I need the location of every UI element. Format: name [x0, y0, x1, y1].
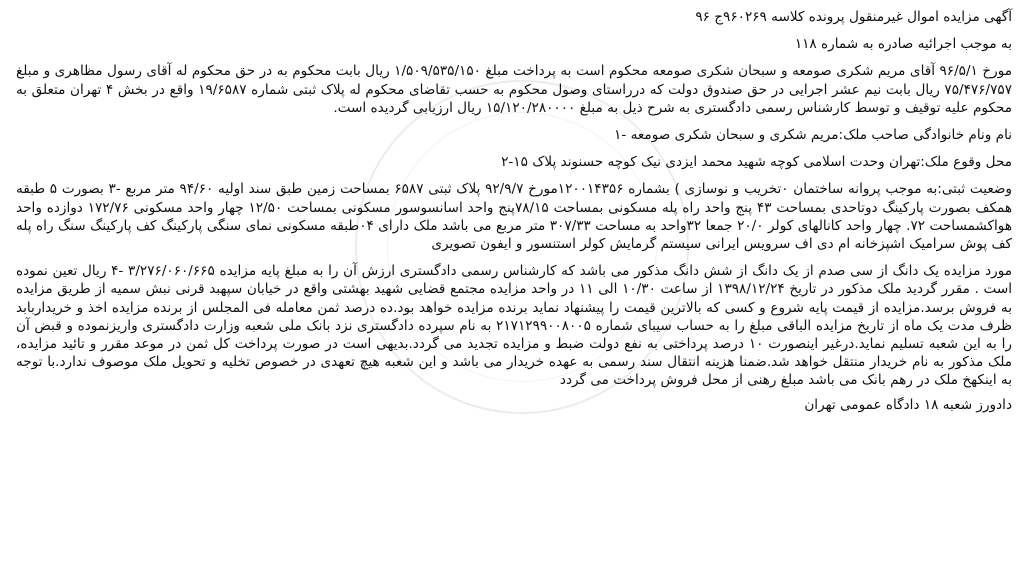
location-line: محل وقوع ملک:تهران وحدت اسلامی کوچه شهید محمد ایزدی نیک کوچه حسنوند پلاک ۱۵-۲	[501, 154, 1012, 171]
auction-terms-paragraph: مورد مزایده یک دانگ از سی صدم از یک دانگ از شش دانگ مذکور می باشد که کارشناس رسمی دادگستری ارزش آن را به مبلغ پایه مزایده ۳/۲۷۶/۰۶۰/۶۶۵ -۴ ریال تعین نموده است . مقرر گردید ملک مذکور در تاریخ ۱۳۹۸/۱۲/۲۴ از ساعت ۱۰/۳۰ الی ۱۱ در واحد مزایده مجتمع قضایی شهید بهشتی واقع در خیابان سپهبد قرنی نبش سمیه از طریق مزایده به فروش برسد.مزایده از قیمت پایه شروع و کسی که بالاترین قیمت را پیشنهاد نماید برنده مزایده خواهد بود.ده درصد ثمن معامله فی المجلس از برنده مزایده اخذ و خریداربابد ظرف مدت یک ماه از تاریخ مزایده الباقی مبلغ را به حساب سیبای شماره ۲۱۷۱۲۹۹۰۰۸۰۰۵ به نام سپرده دادگستری نزد بانک ملی شعبه وزارت دادگستری واریزنموده و قبض آن را به این شعبه تسلیم نماید.درغیر اینصورت ۱۰ درصد پرداختی به نفع دولت ضبط و مزایده تجدید می گردد.بدیهی است در صورت پرداخت کل ثمن در موعد مقرر و تائید مزایده، ملک مذکور به نام خریدار منتقل خواهد شد.ضمنا هزینه انتقال سند رسمی به عهده خریدار می باشد و این شعبه هیچ تعهدی در خصوص تخلیه و تحویل ملک موصوف ندارد.با توجه به اینکهخ ملک در رهم بانک می باشد مبلغ رهنی از محل فروش پرداخت می گردد	[16, 263, 1012, 389]
owner-line: نام ونام خانوادگی صاحب ملک:مریم شکری و سبحان شکری صومعه -۱	[614, 127, 1012, 144]
notice-subtitle: به موجب اجرائیه صادره به شماره ۱۱۸	[794, 36, 1012, 53]
notice-paragraph-judgment: مورخ ۹۶/۵/۱ آقای مریم شکری صومعه و سبحان شکری صومعه محکوم است به پرداخت مبلغ ۱/۵۰۹/۵۳۵/۱۵۰ ریال بابت محکوم به در حق محکوم له آقای رسول مظاهری و مبلغ ۷۵/۴۷۶/۷۵۷ ریال بابت نیم عشر اجرایی در حق صندوق دولت که درراستای وصول محکوم به حسب تقاضای محکوم له پلاک ثبتی شماره ۱۹/۶۵۸۷ واقع در بخش ۴ تهران متعلق به محکوم علیه توقیف و توسط کارشناس رسمی دادگستری به شرح ذیل به مبلغ ۱۵/۱۲۰/۲۸۰۰۰۰ ریال ارزیابی گردیده است.	[16, 63, 1012, 116]
signature-line: دادورز شعبه ۱۸ دادگاه عمومی تهران	[804, 396, 1012, 413]
notice-title: آگهی مزایده اموال غیرمنقول پرونده کلاسه ۹۶۰۲۶۹ج ۹۶	[695, 9, 1012, 25]
registration-status-paragraph: وضعیت ثبتی:به موجب پروانه ساختمان ۰تخریب و نوسازی ) بشماره ۱۲۰۰۱۴۳۵۶مورخ ۹۲/۹/۷ پلاک ثبتی ۶۵۸۷ بمساحت زمین طبق سند اولیه ۹۴/۶۰ متر مربع -۳ بصورت ۵ طبقه همکف بصورت پارکینگ دوتاحدی بمساحت ۴۳ پنج واحد راه پله مسکونی بمساحت ۷۸/۱۵پنج واحد اسانسوسور مسکونی بمساحت ۱۲/۵۰ چهار واحد مسکونی ۱۷۲/۷۶ دوازده واحد هواکشمساحت ۷۲. چهار واحد کانالهای کولر ۲۰/۰ جمعا ۳۲واحد به مساحت ۳۰۷/۳۳ متر مربع می باشد ملک دارای ۰۴طبقه مسکونی نمای سنگی پارکینگ کف پارکینگ سنگ راه پله کف پوش سرامیک اشپزخانه ام دی اف سرویس ایرانی سیستم گرمایش کولر استنسور و ایفون تصویری	[16, 181, 1012, 253]
